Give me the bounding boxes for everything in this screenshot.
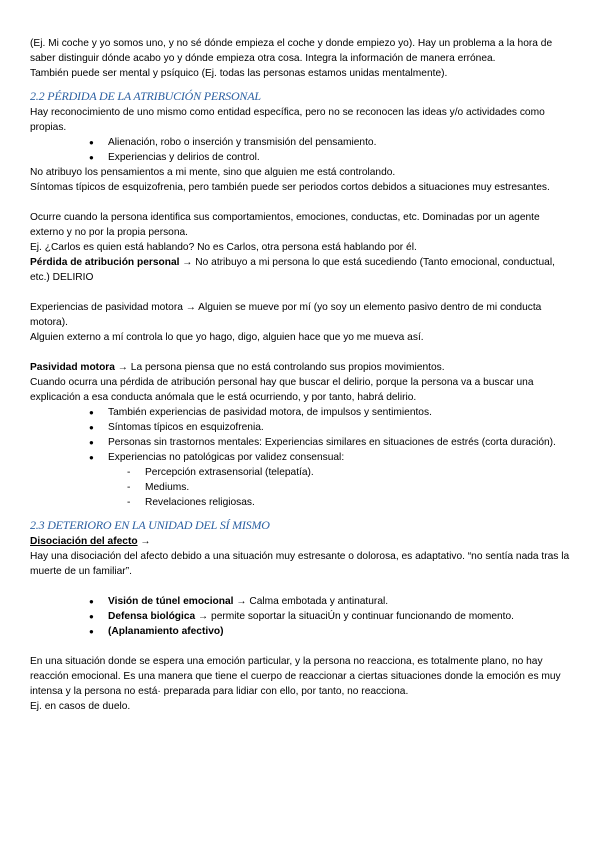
bullet-list: [30, 594, 574, 639]
bold-term: Pasividad motora: [30, 362, 115, 373]
list-item: ● Personas sin trastornos mentales: Experiencias similares en situaciones de estrés (corta duración).: [30, 435, 574, 450]
list-item: ● También experiencias de pasividad motora, de impulsos y sentimientos.: [30, 405, 574, 420]
list-item: - Revelaciones religiosas.: [30, 495, 574, 510]
list-item: - Mediums.: [30, 480, 574, 495]
intro-paragraph: También puede ser mental y psíquico (Ej. todas las personas estamos unidas mentalmente).: [30, 68, 448, 79]
paragraph: Hay una disociación del afecto debido a una situación muy estresante o dolorosa, es adaptativo. “no sentía nada tras la muerte de un familiar”.: [30, 551, 570, 577]
intro-paragraph: (Ej. Mi coche y yo somos uno, y no sé dónde empieza el coche y donde empiezo yo). Hay un problema a la hora de saber distinguir dónde acabo yo y dónde empieza otra cosa. Integra la información de manera errónea.: [30, 38, 553, 64]
paragraph: Síntomas típicos de esquizofrenia, pero también puede ser periodos cortos debidos a situaciones muy estresantes.: [30, 182, 550, 193]
section-heading: 2.2 PÉRDIDA DE LA ATRIBUCIÓN PERSONAL: [30, 89, 261, 103]
list-item: ● Experiencias no patológicas por validez consensual:: [30, 450, 574, 465]
list-item: [30, 624, 574, 639]
bold-term: (Aplanamiento afectivo): [108, 626, 224, 637]
bullet-list: [30, 405, 574, 465]
arrow-icon: →: [137, 536, 151, 547]
subtitle-text: Disociación del afecto: [30, 536, 138, 547]
subtitle: [30, 534, 574, 549]
paragraph: Ocurre cuando la persona identifica sus comportamientos, emociones, conductas, etc. Dominadas por un agente externo y no por la propia persona.: [30, 212, 540, 238]
paragraph: Ej. ¿Carlos es quien está hablando? No es Carlos, otra persona está hablando por él.: [30, 242, 417, 253]
list-item-text: → permite soportar la situaciÚn y continuar funcionando de momento.: [195, 611, 514, 622]
paragraph: Alguien externo a mí controla lo que yo hago, digo, alguien hace que yo me mueva así.: [30, 332, 424, 343]
bold-term: Pérdida de atribución personal: [30, 257, 180, 268]
list-item: ● Alienación, robo o inserción y transmisión del pensamiento.: [30, 135, 574, 150]
bold-term: Defensa biológica: [108, 611, 196, 622]
list-item: [30, 609, 574, 624]
paragraph: No atribuyo los pensamientos a mi mente, sino que alguien me está controlando.: [30, 167, 396, 178]
dash-list: [30, 465, 574, 510]
list-item-text: → Calma embotada y antinatural.: [233, 596, 389, 607]
paragraph: Cuando ocurra una pérdida de atribución personal hay que buscar el delirio, porque la persona va a buscar una explicación a esa conducta anómala que le está ocurriendo, y por tanto, habrá delirio.: [30, 377, 534, 403]
bold-term: Visión de túnel emocional: [108, 596, 234, 607]
document-body: [30, 36, 574, 714]
paragraph: [30, 360, 574, 375]
paragraph: Hay reconocimiento de uno mismo como entidad específica, pero no se reconocen las ideas y/o actividades como propias.: [30, 107, 545, 133]
list-item: ● Síntomas típicos en esquizofrenia.: [30, 420, 574, 435]
paragraph: Ej. en casos de duelo.: [30, 701, 131, 712]
list-item: ● Experiencias y delirios de control.: [30, 150, 574, 165]
paragraph: [30, 255, 574, 285]
section-heading: 2.3 DETERIORO EN LA UNIDAD DEL SÍ MISMO: [30, 518, 270, 532]
paragraph: Experiencias de pasividad motora → Alguien se mueve por mí (yo soy un elemento pasivo dentro de mi conducta motora).: [30, 302, 542, 328]
paragraph: En una situación donde se espera una emoción particular, y la persona no reacciona, es totalmente plano, no hay reacción emocional. Es una manera que tiene el cuerpo de reaccionar a ciertas situaciones donde la emoción es muy intensa y la persona no está· preparada para lidiar con ello, por tanto, no reacciona.: [30, 656, 561, 697]
paragraph-text: → La persona piensa que no está controlando sus propios movimientos.: [114, 362, 445, 373]
bullet-list: [30, 135, 574, 165]
list-item: [30, 594, 574, 609]
list-item: - Percepción extrasensorial (telepatía).: [30, 465, 574, 480]
paragraph-text: → No atribuyo a mi persona lo que está sucediendo (Tanto emocional, conductual, etc.) DELIRIO: [30, 257, 555, 283]
